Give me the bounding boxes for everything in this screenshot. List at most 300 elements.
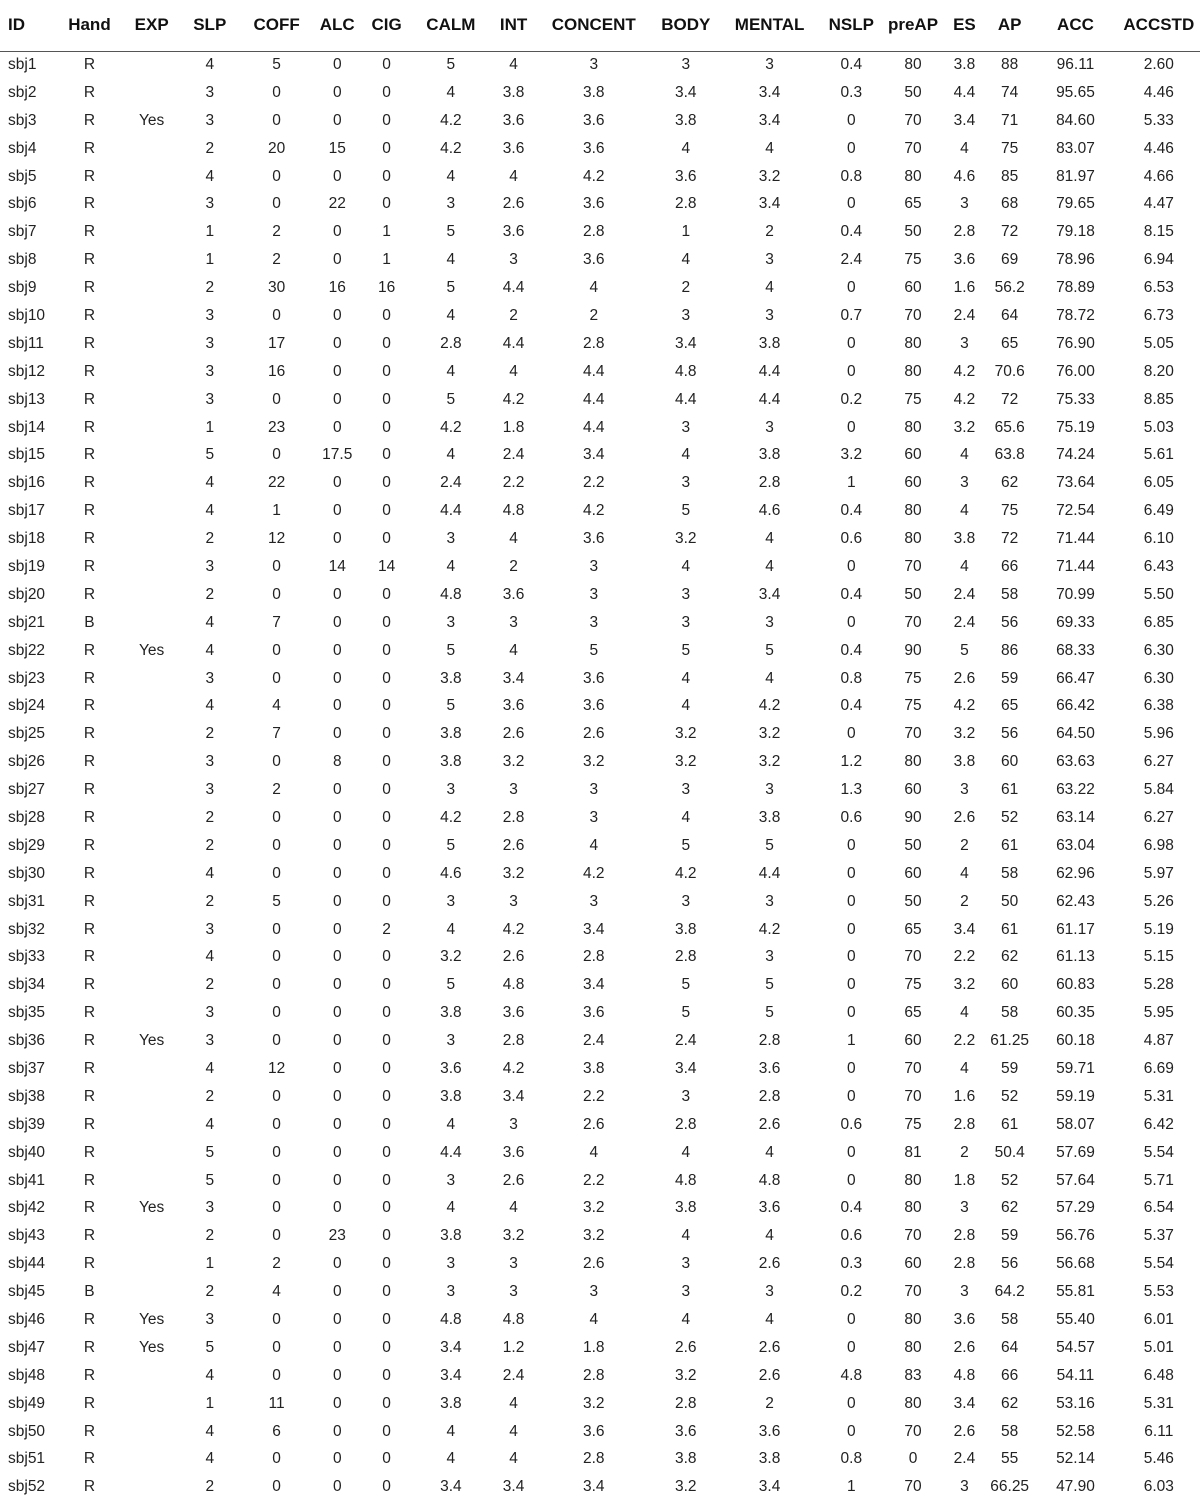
table-cell: 2.6 — [675, 1338, 697, 1356]
table-cell: sbj4 — [8, 139, 37, 157]
table-cell: 3.6 — [582, 1422, 605, 1440]
table-cell: 4 — [509, 641, 518, 659]
table-cell: R — [83, 1004, 96, 1022]
table-cell: 3.2 — [758, 167, 781, 185]
table-cell: 0 — [847, 976, 856, 994]
table-cell — [125, 358, 177, 386]
table-cell: 3.4 — [582, 1478, 605, 1496]
table-cell: 0 — [847, 557, 856, 575]
table-cell: 59.71 — [1056, 1060, 1095, 1077]
table-cell: 1 — [382, 251, 391, 269]
table-row — [0, 1278, 1200, 1306]
table-cell: B — [84, 1283, 95, 1301]
table-cell: 30 — [267, 279, 286, 297]
table-cell: 0.2 — [840, 1283, 863, 1301]
table-cell: 73.64 — [1056, 474, 1095, 492]
table-cell: 5 — [681, 976, 691, 994]
table-cell: 2.6 — [502, 195, 525, 213]
table-cell: 0 — [382, 1394, 391, 1412]
table-cell — [125, 414, 177, 442]
table-cell: 2.8 — [675, 195, 697, 213]
table-cell: 1 — [681, 223, 691, 241]
table-cell: 3 — [205, 1004, 215, 1022]
table-cell: 0 — [847, 279, 856, 297]
table-cell: 0 — [847, 139, 856, 157]
table-cell — [125, 1250, 177, 1278]
table-cell: 6.54 — [1143, 1199, 1174, 1217]
table-cell: 5.37 — [1143, 1227, 1174, 1245]
table-cell: R — [83, 1338, 96, 1356]
table-cell: 0 — [272, 948, 281, 966]
table-cell: sbj17 — [8, 502, 46, 520]
table-cell: 1 — [205, 251, 215, 269]
table-cell: R — [83, 753, 96, 771]
table-cell: R — [83, 251, 96, 269]
table-cell: 0 — [332, 56, 342, 74]
table-cell: sbj36 — [8, 1032, 46, 1050]
table-cell: 78.72 — [1056, 306, 1095, 324]
table-cell: 3.4 — [758, 585, 781, 603]
table-row — [0, 163, 1200, 191]
table-cell: 0 — [332, 641, 342, 659]
table-cell: 75 — [904, 1115, 922, 1133]
table-cell: 16 — [267, 362, 286, 380]
table-cell: R — [83, 864, 96, 882]
table-cell: 3 — [509, 1115, 518, 1133]
table-cell: 0 — [847, 334, 856, 352]
table-cell: 17 — [267, 334, 286, 352]
table-cell: 0 — [382, 1199, 391, 1217]
table-cell: 2 — [205, 1478, 215, 1496]
table-cell: sbj23 — [8, 669, 46, 687]
table-cell — [125, 525, 177, 553]
table-row — [0, 497, 1200, 525]
table-cell: 0 — [382, 753, 391, 771]
table-cell: R — [83, 279, 96, 297]
table-cell: R — [83, 1450, 96, 1468]
table-cell: 3.6 — [440, 1060, 462, 1077]
table-cell: 53.16 — [1056, 1394, 1095, 1412]
table-cell: 0 — [382, 1283, 391, 1301]
table-cell: 0 — [332, 976, 342, 994]
table-cell: sbj41 — [8, 1171, 46, 1189]
table-cell: R — [83, 836, 96, 854]
table-cell: 5.61 — [1143, 446, 1174, 464]
table-cell: 0 — [272, 83, 281, 101]
table-cell: 62 — [1001, 1199, 1019, 1217]
table-cell: 2.8 — [758, 474, 781, 492]
table-cell: 2.8 — [502, 1032, 525, 1050]
table-cell: 0.4 — [840, 223, 863, 241]
table-cell: R — [83, 1478, 96, 1496]
table-cell: sbj9 — [8, 279, 37, 297]
table-cell: 1.2 — [502, 1338, 525, 1356]
table-cell: 2.8 — [582, 334, 605, 352]
table-cell: R — [83, 781, 96, 799]
table-cell: 3 — [681, 418, 691, 436]
table-cell: 0 — [332, 1478, 342, 1496]
table-cell: 5.33 — [1143, 111, 1174, 129]
table-cell: 72 — [1001, 530, 1019, 548]
table-cell: 0 — [382, 418, 391, 436]
table-cell: sbj37 — [8, 1060, 46, 1077]
table-cell: 0 — [847, 836, 856, 854]
table-cell: 2 — [205, 1227, 215, 1245]
table-cell: 0 — [382, 167, 391, 185]
table-cell: 62 — [1001, 474, 1019, 492]
table-cell: 4 — [681, 1143, 691, 1161]
column-header: ACC — [1033, 0, 1117, 51]
table-cell: sbj1 — [8, 56, 37, 74]
table-cell: 2 — [205, 892, 215, 910]
table-cell: 2.6 — [953, 808, 976, 826]
table-cell: 3.2 — [758, 725, 781, 743]
table-cell: 4.2 — [758, 920, 781, 938]
table-cell: 3 — [960, 474, 969, 492]
table-cell: 0 — [382, 1338, 391, 1356]
table-cell: 4.2 — [502, 920, 525, 938]
table-cell: 3.4 — [502, 1478, 525, 1496]
table-cell: 5 — [960, 641, 969, 659]
table-cell: 3.6 — [502, 223, 525, 241]
table-row — [0, 441, 1200, 469]
table-cell: 5 — [272, 892, 281, 910]
table-cell — [125, 163, 177, 191]
table-cell: 0.4 — [840, 56, 863, 74]
table-cell: 3 — [205, 334, 215, 352]
table-cell: 3 — [960, 781, 969, 799]
table-cell: 0 — [332, 167, 342, 185]
table-cell: 3.2 — [758, 753, 781, 771]
table-row — [0, 246, 1200, 274]
table-cell: 4 — [205, 1450, 215, 1468]
table-cell: 4 — [589, 836, 599, 854]
table-row — [0, 1111, 1200, 1139]
table-cell: 61.25 — [990, 1032, 1030, 1050]
table-cell: 0 — [382, 362, 391, 380]
table-cell — [125, 999, 177, 1027]
table-cell: 2 — [765, 1394, 774, 1412]
table-cell: 2.6 — [758, 1338, 781, 1356]
table-cell: 1 — [205, 1255, 215, 1273]
table-cell: 78.96 — [1056, 251, 1095, 269]
table-cell: 3 — [205, 1311, 215, 1329]
table-cell: 80 — [904, 1199, 922, 1217]
table-cell: 1.8 — [582, 1338, 605, 1356]
table-cell: 0 — [382, 725, 391, 743]
table-cell: 0 — [332, 1199, 342, 1217]
table-cell: 0 — [332, 1338, 342, 1356]
table-cell: 0 — [382, 83, 391, 101]
table-cell: 3.2 — [953, 725, 976, 743]
table-cell — [125, 274, 177, 302]
table-cell: sbj49 — [8, 1394, 46, 1412]
table-cell: R — [83, 502, 96, 520]
table-cell: 0 — [272, 1032, 281, 1050]
table-cell: 0 — [272, 1199, 281, 1217]
table-cell: 3 — [205, 920, 215, 938]
table-cell: 62 — [1001, 1394, 1019, 1412]
table-cell: 3.2 — [675, 530, 697, 548]
table-cell: 50 — [1001, 892, 1019, 910]
table-cell: 0 — [382, 697, 391, 715]
table-cell: 70 — [904, 1087, 922, 1105]
table-cell: 6.30 — [1143, 669, 1174, 687]
table-cell: 68.33 — [1056, 641, 1095, 659]
table-cell — [125, 1139, 177, 1167]
table-cell: 6.11 — [1144, 1422, 1174, 1440]
table-cell: 4 — [509, 1422, 518, 1440]
table-cell: 3.6 — [502, 139, 525, 157]
table-cell: 0 — [272, 390, 281, 408]
table-cell: 70.6 — [994, 362, 1025, 380]
table-cell: 0.8 — [840, 669, 863, 687]
table-cell: 71.44 — [1056, 530, 1095, 548]
table-cell — [125, 246, 177, 274]
table-cell: 0 — [847, 1004, 856, 1022]
table-cell: sbj44 — [8, 1255, 46, 1273]
table-cell: 60 — [1001, 753, 1019, 771]
table-cell: 60 — [904, 864, 922, 882]
table-row — [0, 832, 1200, 860]
table-cell: 0 — [332, 474, 342, 492]
column-header: CALM — [410, 0, 491, 51]
table-row — [0, 860, 1200, 888]
table-cell: R — [83, 362, 96, 380]
table-cell: 0 — [382, 1171, 391, 1189]
table-cell: 0.4 — [840, 502, 863, 520]
table-cell: 2 — [272, 223, 281, 241]
table-cell: 3.2 — [675, 725, 697, 743]
table-row — [0, 1473, 1200, 1501]
table-cell: 76.90 — [1056, 334, 1095, 352]
table-cell: 80 — [904, 418, 922, 436]
table-cell: 0 — [382, 641, 391, 659]
table-cell — [125, 1222, 177, 1250]
table-cell: sbj16 — [8, 474, 46, 492]
table-cell: 5.46 — [1143, 1450, 1174, 1468]
table-cell: 14 — [328, 557, 346, 575]
table-cell: 0 — [847, 892, 856, 910]
table-cell: 4 — [765, 279, 774, 297]
table-cell: 0 — [382, 195, 391, 213]
table-cell: 61 — [1001, 836, 1019, 854]
table-cell: 3 — [446, 1171, 456, 1189]
table-cell: R — [83, 976, 96, 994]
table-cell: 0 — [272, 557, 281, 575]
table-cell — [125, 190, 177, 218]
table-cell: 3.2 — [502, 753, 525, 771]
table-cell: 3 — [446, 892, 456, 910]
table-cell: 1 — [847, 1478, 856, 1496]
table-row — [0, 107, 1200, 135]
table-cell: sbj48 — [8, 1366, 46, 1384]
column-header: SLP — [178, 0, 242, 51]
table-cell: R — [83, 223, 96, 241]
table-cell: 2 — [205, 976, 215, 994]
table-cell: 3.2 — [675, 753, 697, 771]
table-cell: 2 — [205, 530, 215, 548]
table-cell: 4 — [205, 167, 215, 185]
table-cell: sbj50 — [8, 1422, 46, 1440]
table-cell: 50 — [904, 836, 922, 854]
table-cell: sbj19 — [8, 557, 46, 575]
table-cell: 52 — [1001, 808, 1019, 826]
table-row — [0, 51, 1200, 79]
table-row — [0, 1195, 1200, 1223]
table-cell: 0 — [272, 1143, 281, 1161]
table-cell: 3.4 — [953, 111, 976, 129]
table-cell: 2.8 — [582, 1450, 605, 1468]
table-cell: 0 — [272, 1087, 281, 1105]
table-cell: 4 — [765, 1143, 774, 1161]
table-cell: 5 — [446, 697, 456, 715]
table-cell: 4 — [446, 557, 456, 575]
table-cell: 0 — [332, 808, 342, 826]
table-cell: 4 — [765, 1311, 774, 1329]
table-cell: 3.8 — [440, 753, 462, 771]
table-cell: 5.03 — [1143, 418, 1174, 436]
table-cell: 3.8 — [758, 334, 781, 352]
table-cell: 7 — [272, 613, 281, 631]
table-cell: 4 — [205, 1115, 215, 1133]
table-cell: 3 — [446, 1283, 456, 1301]
table-cell: 3 — [446, 195, 456, 213]
table-cell: 0 — [272, 808, 281, 826]
table-cell: 4.4 — [502, 334, 525, 352]
table-row — [0, 804, 1200, 832]
table-cell: 3.6 — [502, 585, 525, 603]
table-cell: 3 — [205, 557, 215, 575]
table-cell: 50 — [904, 892, 922, 910]
table-row — [0, 1306, 1200, 1334]
table-cell: 3.2 — [502, 1227, 525, 1245]
table-cell: 70 — [904, 1478, 922, 1496]
table-cell: 0 — [382, 334, 391, 352]
table-cell: 3 — [205, 111, 215, 129]
table-cell — [125, 1055, 177, 1083]
table-cell: 61 — [1001, 1115, 1019, 1133]
table-cell: 0 — [332, 1143, 342, 1161]
table-row — [0, 1027, 1200, 1055]
table-cell: 63.22 — [1056, 781, 1095, 799]
table-cell: 5.84 — [1143, 781, 1174, 799]
table-cell: 56.2 — [994, 279, 1025, 297]
table-cell: 4 — [205, 502, 215, 520]
table-cell — [125, 692, 177, 720]
table-cell — [125, 1418, 177, 1446]
table-cell: 63.63 — [1056, 753, 1095, 771]
table-cell: 1 — [205, 418, 215, 436]
table-cell: 81.97 — [1056, 167, 1095, 185]
table-cell: 6.94 — [1143, 251, 1174, 269]
table-cell: 2 — [205, 808, 215, 826]
table-cell: 6.73 — [1143, 306, 1174, 324]
table-cell: 1.8 — [502, 418, 525, 436]
table-cell: R — [83, 948, 96, 966]
table-cell: 0 — [332, 920, 342, 938]
table-cell: 8.15 — [1143, 223, 1174, 241]
table-cell: 65 — [904, 195, 922, 213]
table-row — [0, 79, 1200, 107]
table-cell: 6.85 — [1143, 613, 1174, 631]
table-cell: 80 — [904, 1338, 922, 1356]
table-cell: 4.8 — [840, 1366, 863, 1384]
table-cell: 0.4 — [840, 641, 863, 659]
table-cell: 62.96 — [1056, 864, 1095, 882]
table-cell: 60 — [904, 1032, 922, 1050]
table-cell: 3 — [765, 251, 774, 269]
table-row — [0, 1055, 1200, 1083]
table-cell: 4 — [509, 1450, 518, 1468]
table-cell: 2.8 — [675, 1115, 697, 1133]
table-row — [0, 748, 1200, 776]
table-cell: R — [83, 139, 96, 157]
table-cell: 63.14 — [1056, 808, 1095, 826]
column-header: ID — [0, 0, 53, 51]
table-cell: R — [83, 1366, 96, 1384]
table-cell: 3 — [589, 808, 599, 826]
table-cell: 52.14 — [1056, 1450, 1095, 1468]
table-cell: 3.4 — [758, 195, 781, 213]
table-cell: 4.2 — [758, 697, 781, 715]
table-cell: 69.33 — [1056, 613, 1095, 631]
column-header: ES — [943, 0, 986, 51]
table-cell: 3.6 — [953, 251, 976, 269]
table-cell: 3 — [589, 613, 599, 631]
table-cell: 2.6 — [502, 1171, 525, 1189]
table-cell — [125, 1278, 177, 1306]
table-cell: R — [83, 1227, 96, 1245]
table-cell: 52 — [1001, 1171, 1019, 1189]
table-cell: 58 — [1001, 585, 1019, 603]
table-row — [0, 776, 1200, 804]
table-cell: 4 — [509, 362, 518, 380]
table-cell: 65 — [904, 1004, 922, 1022]
table-cell: 4 — [960, 139, 969, 157]
table-cell: 60 — [904, 474, 922, 492]
table-cell: 1 — [205, 1394, 215, 1412]
table-cell: 0 — [332, 502, 342, 520]
table-cell: 4 — [272, 1283, 281, 1301]
table-cell: 2.6 — [502, 725, 525, 743]
table-cell: 4.4 — [582, 418, 605, 436]
table-cell: 70 — [904, 1227, 922, 1245]
table-cell: 4.4 — [502, 279, 525, 297]
table-cell: 4.66 — [1143, 167, 1174, 185]
table-cell: 57.64 — [1056, 1171, 1095, 1189]
table-cell: 66.25 — [990, 1478, 1030, 1496]
table-cell: 0 — [272, 1450, 281, 1468]
table-cell: R — [83, 725, 96, 743]
table-cell: 4 — [509, 1394, 518, 1412]
table-cell: 52 — [1001, 1087, 1019, 1105]
table-cell: R — [83, 1143, 96, 1161]
table-cell: 3 — [589, 557, 599, 575]
table-cell: 0 — [332, 251, 342, 269]
table-cell: 90 — [904, 641, 922, 659]
table-row — [0, 609, 1200, 637]
table-cell: R — [83, 1199, 96, 1217]
table-cell: 50 — [904, 83, 922, 101]
table-cell: 3 — [681, 892, 691, 910]
table-cell: 0.4 — [840, 1199, 863, 1217]
table-row — [0, 971, 1200, 999]
table-cell: 3 — [681, 781, 691, 799]
table-cell: 60 — [904, 781, 922, 799]
table-cell: 0 — [332, 1450, 342, 1468]
column-header: BODY — [652, 0, 720, 51]
